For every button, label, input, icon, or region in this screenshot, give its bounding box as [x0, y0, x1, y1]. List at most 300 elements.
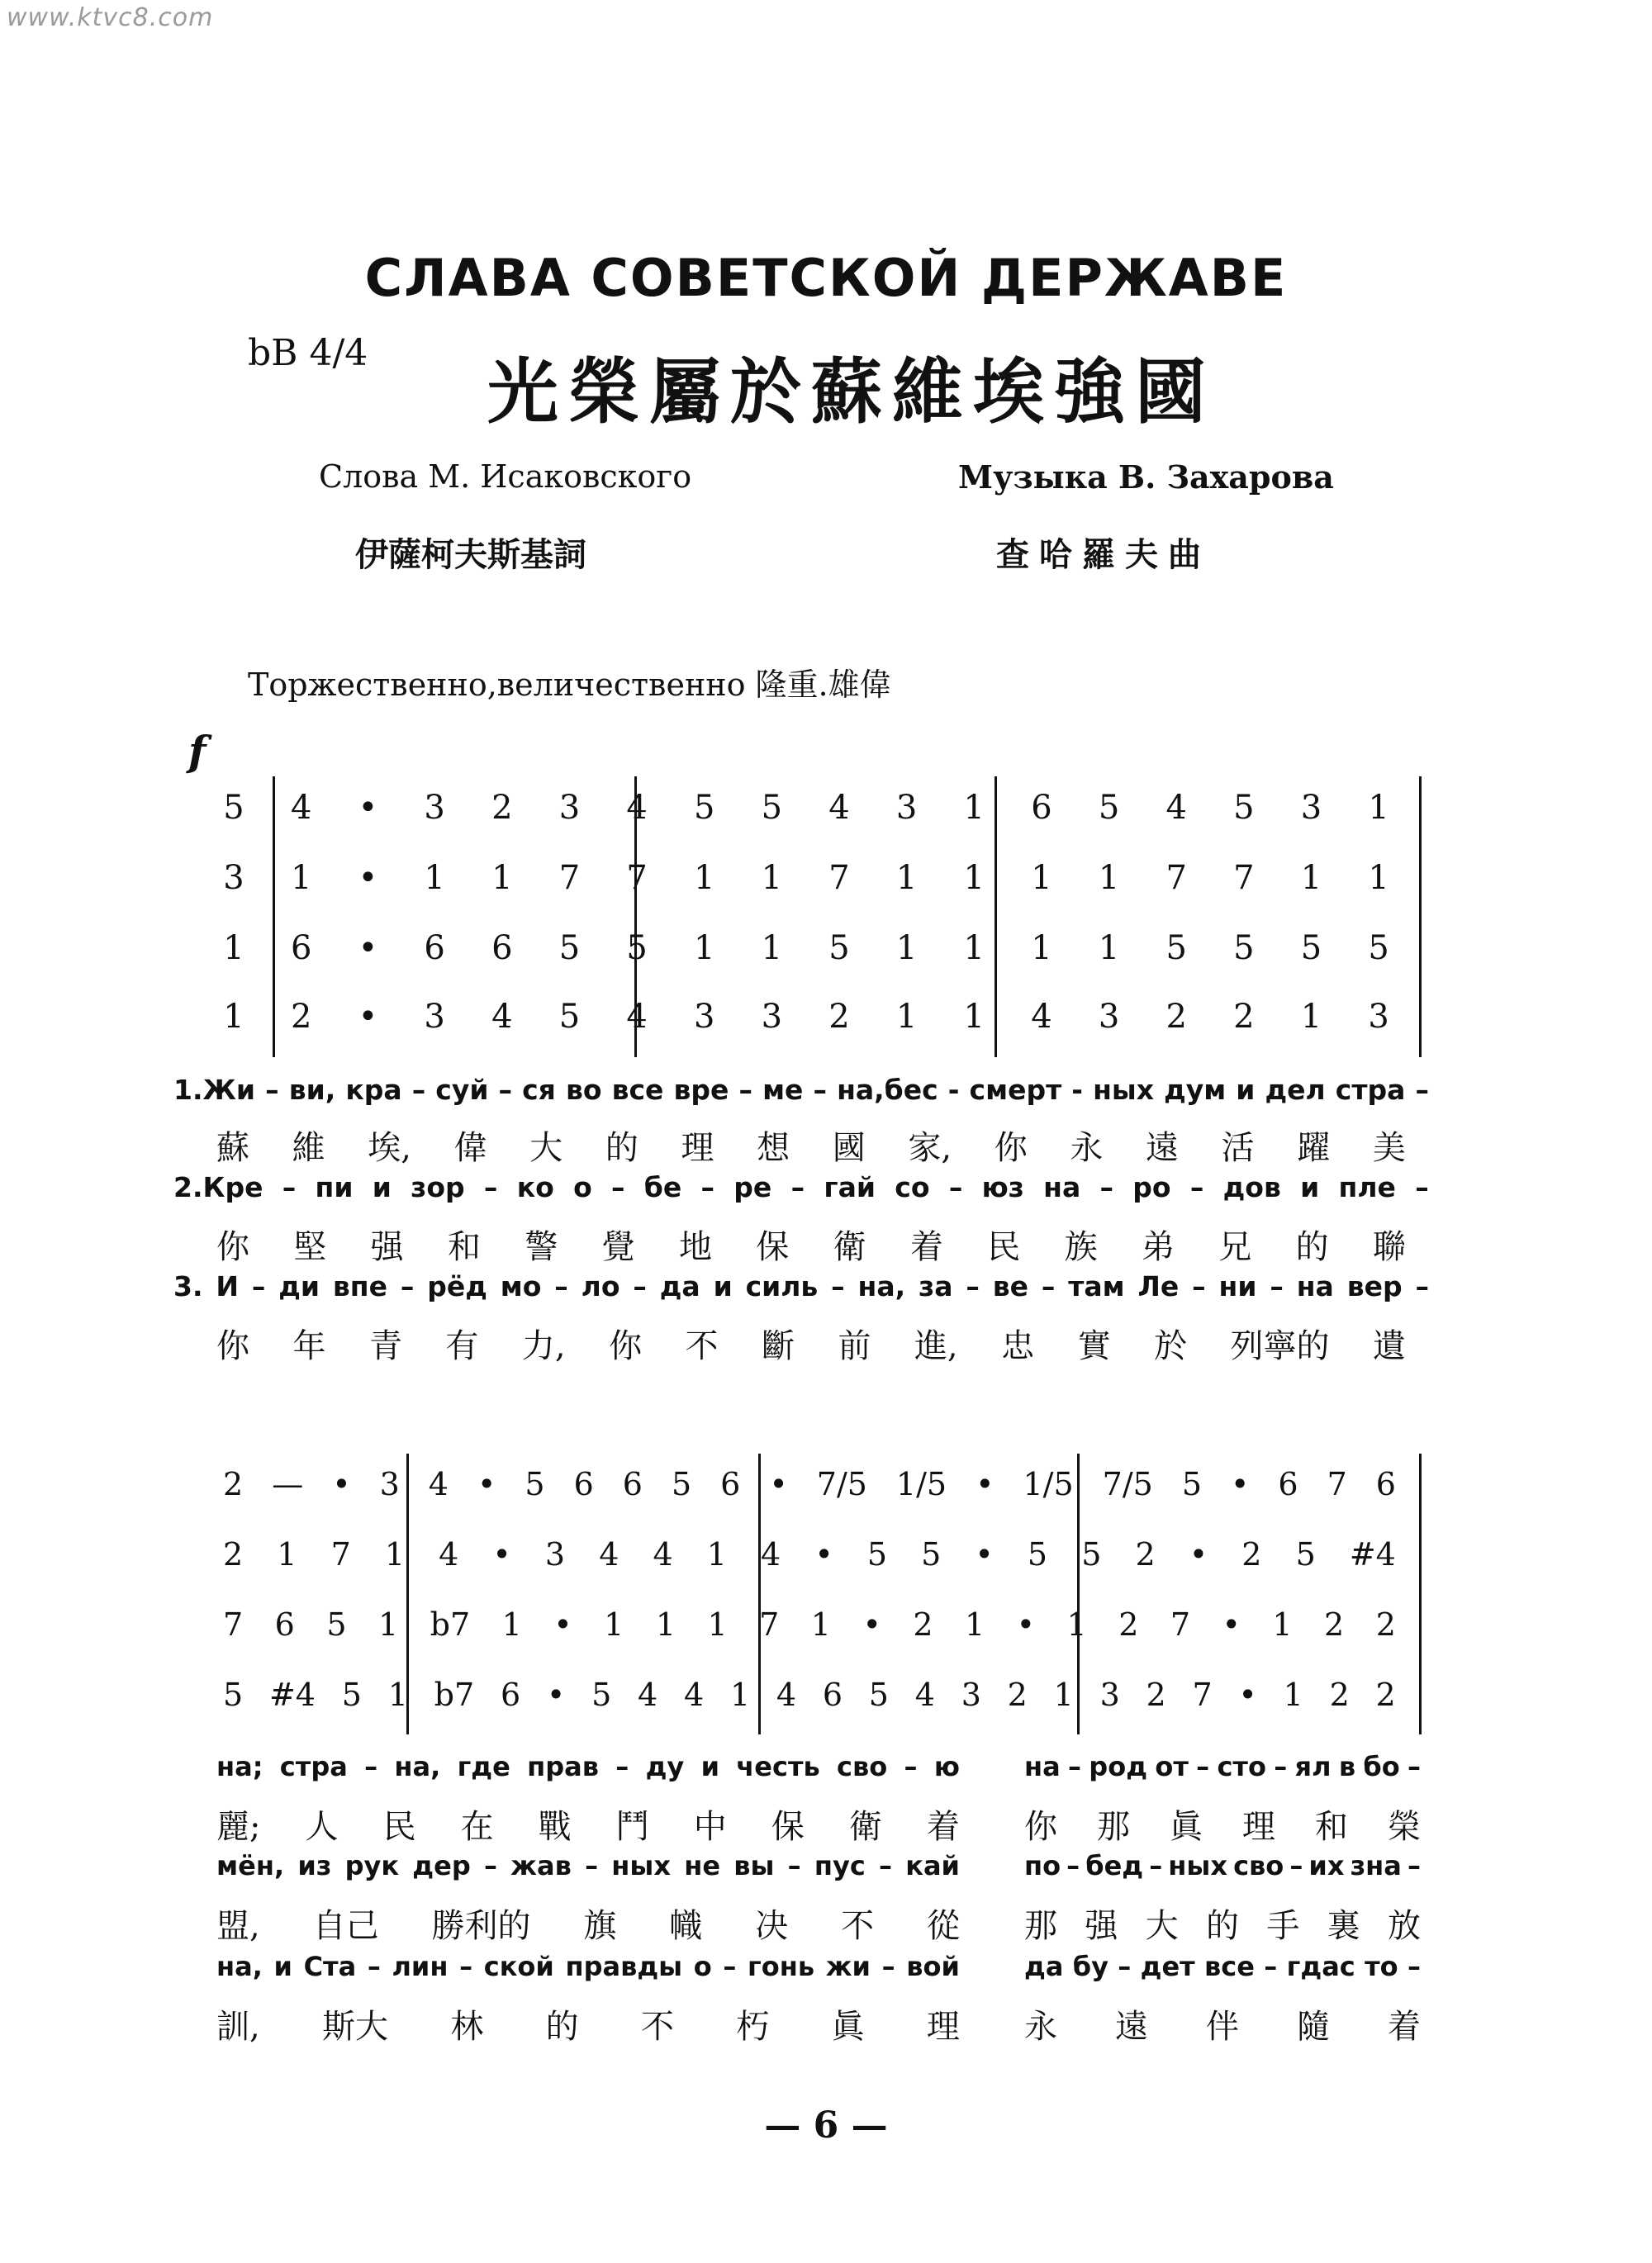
lyric-syllable: ся	[522, 1074, 556, 1106]
lyric-syllable: ской	[483, 1951, 554, 1982]
note: 3	[1368, 998, 1389, 1036]
note: 1	[810, 1606, 831, 1643]
lyric-syllable: сво	[1233, 1850, 1284, 1881]
lyric-syllable: сво	[837, 1751, 888, 1782]
lyric-syllable: дер	[412, 1850, 471, 1881]
note: 6	[424, 929, 445, 967]
note: •	[1238, 1677, 1257, 1713]
lyric-syllable: 列寧的	[1230, 1327, 1330, 1365]
lyric-syllable: 從	[926, 1907, 960, 1945]
lyric-syllable: ди	[278, 1270, 320, 1302]
note: 1	[963, 789, 985, 827]
lyric-line	[216, 1951, 960, 1982]
note: •	[358, 998, 378, 1036]
lyric-syllable: дел	[1265, 1074, 1326, 1106]
lyric-syllable: 那	[1097, 1808, 1130, 1846]
lyric-syllable: –	[633, 1270, 647, 1302]
note: 4	[626, 789, 648, 827]
lyric-syllable: там	[1068, 1270, 1125, 1302]
note: 5	[1027, 1536, 1048, 1573]
lyric-line	[1024, 1800, 1421, 1848]
lyric-syllable: мо	[500, 1270, 542, 1302]
note: 2	[1007, 1677, 1028, 1713]
note: 2	[491, 789, 513, 827]
note: b7	[430, 1606, 471, 1643]
title-chinese: 光榮屬於蘇維埃強國	[487, 350, 1216, 434]
lyric-line	[216, 1221, 1406, 1268]
note: #4	[1349, 1536, 1396, 1573]
lyric-syllable: –	[1189, 1171, 1204, 1203]
note: 5	[591, 1677, 612, 1713]
note: b7	[434, 1677, 475, 1713]
notation-row	[223, 1536, 1396, 1573]
lyric-syllable: правды	[565, 1951, 683, 1982]
note: 1	[491, 859, 513, 897]
note: •	[814, 1536, 833, 1573]
lyric-syllable: не	[684, 1850, 721, 1881]
lyric-syllable: 遺	[1373, 1327, 1406, 1365]
note: 1	[1031, 929, 1052, 967]
lyric-syllable: 不	[685, 1327, 719, 1365]
lyric-line	[1024, 1850, 1421, 1881]
lyric-syllable: да	[1024, 1951, 1064, 1982]
note: 7	[1170, 1606, 1191, 1643]
note: 1	[387, 1677, 408, 1713]
note: 2	[828, 998, 850, 1036]
note: 7	[626, 859, 648, 897]
lyric-syllable: дум	[1164, 1074, 1227, 1106]
lyric-syllable: 的	[545, 2008, 579, 2046]
note: 6	[491, 929, 513, 967]
note: 3	[1099, 1677, 1120, 1713]
lyric-syllable: 青	[368, 1327, 402, 1365]
lyric-syllable: смерт	[969, 1074, 1062, 1106]
lyric-syllable: ло	[581, 1270, 620, 1302]
note: 2	[223, 1466, 244, 1502]
note: 1	[693, 929, 715, 967]
lyric-syllable: жав	[510, 1850, 572, 1881]
lyric-syllable: юз	[981, 1171, 1024, 1203]
lyric-syllable: 斯大	[322, 2008, 389, 2046]
note: 1	[761, 859, 783, 897]
lyric-syllable: за	[919, 1270, 953, 1302]
note: 1	[1368, 789, 1389, 827]
lyric-syllable: –	[411, 1074, 426, 1106]
lyric-syllable: –	[723, 1951, 737, 1982]
lyric-syllable: на;	[216, 1751, 263, 1782]
lyric-syllable: кай	[905, 1850, 960, 1881]
lyric-syllable: –	[1196, 1751, 1210, 1782]
note: 2	[1165, 998, 1187, 1036]
lyric-syllable: 進,	[914, 1327, 958, 1365]
note: 5	[1233, 789, 1255, 827]
lyric-syllable: –	[459, 1951, 473, 1982]
key-signature: bB 4/4	[248, 332, 368, 374]
lyric-line	[173, 1074, 1429, 1106]
lyric-syllable: –	[1274, 1751, 1288, 1782]
lyric-syllable: 的	[1205, 1907, 1239, 1945]
note: •	[492, 1536, 511, 1573]
note: 4	[491, 998, 513, 1036]
note: 5	[525, 1466, 545, 1502]
lyric-syllable: 地	[678, 1228, 712, 1266]
lyric-syllable: –	[1192, 1270, 1206, 1302]
note: 5	[558, 929, 581, 967]
lyric-syllable: 大	[529, 1129, 563, 1167]
lyric-syllable: 人	[305, 1808, 339, 1846]
lyric-syllable: 斷	[762, 1327, 795, 1365]
lyric-syllable: –	[879, 1850, 893, 1881]
note: 2	[223, 1536, 244, 1573]
note: 2	[1135, 1536, 1156, 1573]
lyric-syllable: 麗;	[216, 1808, 261, 1846]
note: 3	[424, 998, 445, 1036]
dynamic-marking: f	[188, 727, 206, 776]
lyric-syllable: зор	[411, 1171, 465, 1203]
lyric-syllable: 族	[1064, 1228, 1098, 1266]
note: 7	[1327, 1466, 1347, 1502]
note: 5	[761, 789, 783, 827]
lyric-syllable: 堅	[293, 1228, 327, 1266]
lyric-syllable: впе	[332, 1270, 387, 1302]
note: 5	[1181, 1466, 1202, 1502]
lyric-syllable: –	[364, 1751, 378, 1782]
lyric-syllable: стра	[279, 1751, 348, 1782]
lyric-syllable: 衛	[833, 1228, 866, 1266]
note: 1	[1098, 929, 1120, 967]
lyric-syllable: 你	[216, 1228, 249, 1266]
lyric-line	[1024, 1951, 1421, 1982]
lyric-syllable: –	[813, 1074, 827, 1106]
note: 4	[1031, 998, 1052, 1036]
lyric-syllable: бед	[1085, 1850, 1144, 1881]
note: 7/5	[1102, 1466, 1153, 1502]
lyric-syllable: –	[1408, 1751, 1421, 1782]
lyric-syllable: о	[573, 1171, 592, 1203]
note: 1	[895, 929, 918, 967]
note: 1	[963, 929, 985, 967]
lyric-syllable: рёд	[427, 1270, 487, 1302]
lyric-syllable: 理	[1242, 1808, 1275, 1846]
lyric-syllable: 遠	[1115, 2008, 1148, 2046]
lyric-syllable: 和	[1315, 1808, 1348, 1846]
note: 4	[653, 1536, 673, 1573]
notation-row	[291, 998, 1389, 1036]
note: 5	[1081, 1536, 1102, 1573]
note: 5	[693, 789, 715, 827]
note: •	[358, 929, 378, 967]
lyric-syllable: –	[1270, 1270, 1284, 1302]
note: 3	[558, 789, 581, 827]
lyric-syllable: 鬥	[615, 1808, 649, 1846]
note: 7	[1192, 1677, 1213, 1713]
lyric-syllable: на,	[394, 1751, 441, 1782]
lyric-syllable: дет	[1140, 1951, 1195, 1982]
lyric-syllable: 的	[1295, 1228, 1329, 1266]
lyric-syllable: пус	[814, 1850, 866, 1881]
lyric-syllable: 訓,	[216, 2008, 260, 2046]
note: 1	[895, 859, 918, 897]
lyric-line	[173, 1270, 1429, 1302]
lyric-syllable: ял	[1294, 1751, 1332, 1782]
lyric-line	[216, 1800, 960, 1848]
note: 1	[963, 859, 985, 897]
note: 1	[655, 1606, 676, 1643]
lyric-syllable: 旗	[583, 1907, 617, 1945]
lyric-syllable: 遠	[1145, 1129, 1179, 1167]
lyric-syllable: на	[1296, 1270, 1334, 1302]
note: 1	[729, 1677, 751, 1713]
lyric-syllable: пле	[1338, 1171, 1396, 1203]
note: 6	[622, 1466, 643, 1502]
lyric-syllable: –	[498, 1074, 513, 1106]
lyric-syllable: их	[1308, 1850, 1345, 1881]
lyric-syllable: 你	[1024, 1808, 1057, 1846]
lyric-syllable: где	[457, 1751, 510, 1782]
lyric-syllable: –	[738, 1074, 752, 1106]
lyric-syllable: –	[966, 1270, 980, 1302]
lyric-syllable: –	[1415, 1270, 1429, 1302]
lyric-syllable: –	[787, 1850, 801, 1881]
note: 3	[1098, 998, 1120, 1036]
note: 2	[291, 998, 312, 1036]
note: 5	[866, 1536, 888, 1573]
note: 5	[1300, 929, 1322, 967]
note: 2	[913, 1606, 933, 1643]
lyric-syllable: –	[585, 1850, 599, 1881]
note: •	[546, 1677, 566, 1713]
lyric-syllable: ко	[516, 1171, 554, 1203]
note: 7	[330, 1536, 351, 1573]
lyric-line	[216, 1900, 960, 1947]
note: •	[358, 859, 378, 897]
note: 2	[1324, 1606, 1345, 1643]
note: 1	[1300, 859, 1322, 897]
lyric-syllable: 理	[926, 2008, 960, 2046]
lyric-syllable: –	[904, 1751, 918, 1782]
lyric-syllable: гонь	[748, 1951, 815, 1982]
tempo-marking: Торжественно,величественно 隆重.雄偉	[248, 667, 891, 703]
lyric-syllable: –	[554, 1270, 568, 1302]
lyricist-russian: Слова М. Исаковского	[319, 458, 692, 495]
notation-row	[291, 789, 1389, 827]
lyric-syllable: –	[615, 1751, 629, 1782]
lyric-syllable: –	[1407, 1951, 1421, 1982]
lyric-syllable: на	[1043, 1171, 1081, 1203]
note: 4	[291, 789, 312, 827]
lyric-syllable: –	[1407, 1850, 1421, 1881]
note: •	[1016, 1606, 1036, 1643]
lyric-syllable: прав	[527, 1751, 599, 1782]
lyric-syllable: и	[1300, 1171, 1320, 1203]
note: 7	[558, 859, 581, 897]
note: 1	[501, 1606, 522, 1643]
lyric-syllable: -	[1071, 1074, 1083, 1106]
lyric-syllable: 保	[771, 1808, 805, 1846]
note: 3	[895, 789, 918, 827]
note: 1	[1053, 1677, 1074, 1713]
lyric-syllable: ме	[762, 1074, 804, 1106]
lyric-syllable: –	[265, 1074, 279, 1106]
lyric-syllable: 你	[994, 1129, 1028, 1167]
lyric-syllable: от	[1155, 1751, 1189, 1782]
lyric-syllable: 着	[1388, 2008, 1421, 2046]
lyric-syllable: то	[1365, 1951, 1398, 1982]
lyric-syllable: 裏	[1327, 1907, 1360, 1945]
note: 5	[1098, 789, 1120, 827]
watermark: www.ktvc8.com	[7, 3, 214, 32]
lyric-syllable: ви,	[288, 1074, 336, 1106]
lyric-syllable: суй	[435, 1074, 489, 1106]
note: 7	[759, 1606, 780, 1643]
lyric-syllable: в	[1338, 1751, 1356, 1782]
note: 1/5	[895, 1466, 947, 1502]
note: •	[553, 1606, 572, 1643]
part-label: 3	[223, 859, 244, 897]
note: 3	[693, 998, 715, 1036]
lyric-syllable: 3.	[173, 1270, 203, 1302]
note: 3	[961, 1677, 981, 1713]
lyric-syllable: кра	[345, 1074, 402, 1106]
note: 3	[424, 789, 445, 827]
lyric-syllable: 手	[1266, 1907, 1300, 1945]
lyric-syllable: –	[483, 1171, 498, 1203]
lyric-syllable: на	[1024, 1751, 1061, 1782]
lyric-syllable: ве	[992, 1270, 1028, 1302]
lyric-syllable: –	[611, 1171, 625, 1203]
lyric-syllable: 想	[757, 1129, 790, 1167]
lyric-line	[216, 1751, 960, 1782]
lyric-syllable: 自己	[312, 1907, 379, 1945]
lyric-syllable: и	[372, 1171, 392, 1203]
lyric-syllable: 强	[370, 1228, 404, 1266]
lyric-syllable: 忠	[1001, 1327, 1035, 1365]
lyric-syllable: –	[367, 1951, 381, 1982]
lyric-syllable: –	[1066, 1850, 1080, 1881]
lyric-syllable: 伴	[1206, 2008, 1239, 2046]
note: 2	[1329, 1677, 1350, 1713]
lyric-syllable: ных	[1093, 1074, 1154, 1106]
lyric-syllable: 偉	[453, 1129, 487, 1167]
note: •	[976, 1466, 995, 1502]
note: 1	[706, 1536, 727, 1573]
note: 1	[1066, 1606, 1087, 1643]
lyric-syllable: 中	[693, 1808, 727, 1846]
lyric-syllable: 你	[609, 1327, 643, 1365]
note: 4	[428, 1466, 449, 1502]
lyric-syllable: 躍	[1297, 1129, 1331, 1167]
lyric-syllable: и	[713, 1270, 733, 1302]
note: 5	[671, 1466, 692, 1502]
lyric-syllable: –	[1068, 1751, 1081, 1782]
note: •	[1222, 1606, 1241, 1643]
note: 5	[341, 1677, 362, 1713]
note: 1	[761, 929, 783, 967]
note: 6	[1278, 1466, 1298, 1502]
lyric-syllable: –	[400, 1270, 415, 1302]
lyric-syllable: лин	[392, 1951, 449, 1982]
lyric-syllable: –	[1415, 1074, 1429, 1106]
lyric-syllable: Ста	[303, 1951, 357, 1982]
lyric-syllable: 和	[447, 1228, 481, 1266]
lyric-syllable: 蘇	[216, 1129, 249, 1167]
lyric-line	[1024, 2000, 1421, 2047]
lyric-syllable: Ле	[1137, 1270, 1180, 1302]
note: 3	[1300, 789, 1322, 827]
lyric-syllable: и	[273, 1951, 292, 1982]
lyric-syllable: –	[1415, 1171, 1429, 1203]
note: 2	[1241, 1536, 1262, 1573]
note: •	[358, 789, 378, 827]
lyric-syllable: 覺	[601, 1228, 635, 1266]
lyric-syllable: 警	[525, 1228, 558, 1266]
lyric-syllable: силь	[745, 1270, 819, 1302]
lyric-syllable: –	[1289, 1850, 1303, 1881]
note: 2	[1233, 998, 1255, 1036]
part-label: 1	[223, 929, 244, 967]
lyric-syllable: 眞	[831, 2008, 865, 2046]
lyric-syllable: бу	[1072, 1951, 1108, 1982]
note: 1	[384, 1536, 406, 1573]
barline	[1419, 776, 1422, 1057]
notation-row	[223, 1466, 1396, 1502]
note: 2	[1375, 1677, 1396, 1713]
note: 4	[683, 1677, 705, 1713]
lyric-syllable: –	[831, 1270, 845, 1302]
lyric-syllable: –	[881, 1951, 895, 1982]
lyric-syllable: вой	[906, 1951, 960, 1982]
note: 4	[914, 1677, 935, 1713]
lyric-syllable: и	[700, 1751, 719, 1782]
lyric-syllable: –	[251, 1270, 266, 1302]
lyric-syllable: 幟	[669, 1907, 703, 1945]
lyric-line	[173, 1171, 1429, 1203]
note: 4	[439, 1536, 459, 1573]
lyric-syllable: 衛	[848, 1808, 882, 1846]
note: •	[975, 1536, 994, 1573]
lyric-syllable: 國	[832, 1129, 866, 1167]
part-label: 5	[223, 789, 244, 827]
lyric-syllable: 埃,	[368, 1129, 411, 1167]
lyric-syllable: 你	[216, 1327, 249, 1365]
note: 4	[1165, 789, 1187, 827]
lyric-syllable: да	[659, 1270, 700, 1302]
note: 1	[604, 1606, 624, 1643]
lyric-syllable: 放	[1387, 1907, 1421, 1945]
note: 3	[379, 1466, 400, 1502]
lyric-syllable: 2.Кре	[173, 1171, 263, 1203]
note: 5	[1368, 929, 1389, 967]
note: 5	[326, 1606, 347, 1643]
lyric-syllable: 實	[1077, 1327, 1111, 1365]
note: 5	[1233, 929, 1255, 967]
note: 4	[626, 998, 648, 1036]
lyric-syllable: ро	[1132, 1171, 1171, 1203]
note: 1	[424, 859, 445, 897]
lyric-line	[1024, 1900, 1421, 1947]
note: 7	[828, 859, 850, 897]
lyric-syllable: 隨	[1297, 2008, 1330, 2046]
note: 1	[964, 1606, 985, 1643]
lyric-syllable: стра	[1335, 1074, 1406, 1106]
lyric-syllable: И	[216, 1270, 239, 1302]
note: 3	[761, 998, 783, 1036]
lyric-syllable: все	[1204, 1951, 1255, 1982]
lyric-line	[216, 1850, 960, 1881]
lyric-syllable: на,бес	[837, 1074, 938, 1106]
lyric-syllable: –	[1041, 1270, 1056, 1302]
lyric-syllable: 兄	[1218, 1228, 1252, 1266]
